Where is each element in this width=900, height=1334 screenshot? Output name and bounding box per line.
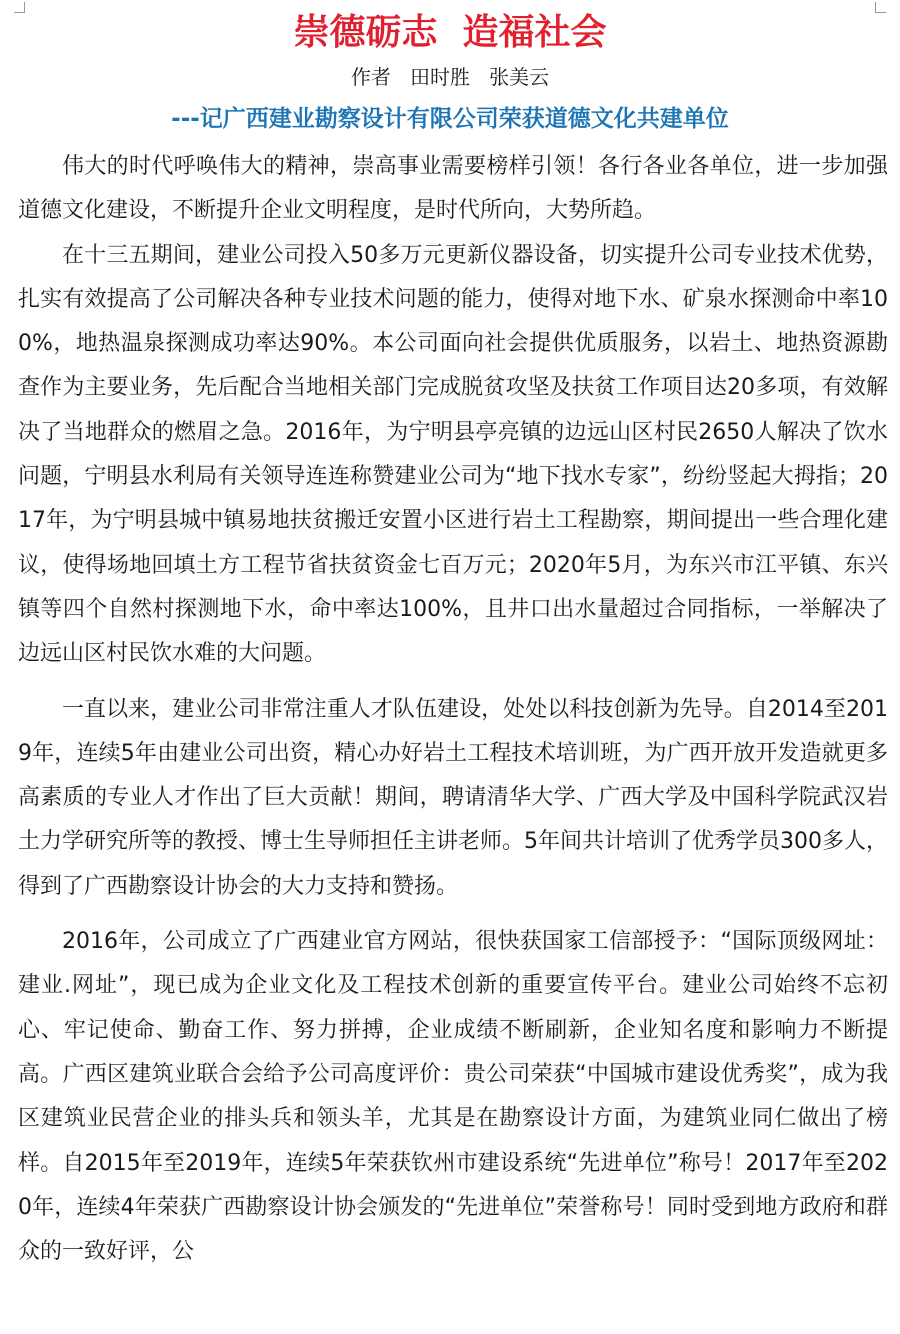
paragraph-1: 伟大的时代呼唤伟大的精神，崇高事业需要榜样引领！各行各业各单位，进一步加强道德文化建设，不断提升企业文明程度，是时代所向，大势所趋。	[18, 154, 888, 224]
article-subtitle: ---记广西建业勘察设计有限公司荣获道德文化共建单位	[171, 106, 729, 132]
paragraph-2: 在十三五期间，建业公司投入50多万元更新仪器设备，切实提升公司专业技术优势，扎实有效提高了公司解决各种专业技术问题的能力，使得对地下水、矿泉水探测命中率100%，地热温泉探测成功率达90%。本公司面向社会提供优质服务，以岩土、地热资源勘查作为主要业务，先后配合当地相关部门完成脱贫攻坚及扶贫工作项目达20多项，有效解决了当地群众的燃眉之急。2016年，为宁明县亭亮镇的边远山区村民2650人解决了饮水问题，宁明县水利局有关领导连连称赞建业公司为“地下找水专家”，纷纷竖起大拇指；2017年，为宁明县城中镇易地扶贫搬迁安置小区进行岩土工程勘察，期间提出一些合理化建议，使得场地回填土方工程节省扶贫资金七百万元；2020年5月，为东兴市江平镇、东兴镇等四个自然村探测地下水，命中率达100%，且井口出水量超过合同指标，一举解决了边远山区村民饮水难的大问题。	[18, 242, 888, 667]
article-title: 崇德砺志 造福社会	[293, 12, 607, 53]
article-byline: 作者 田时胜 张美云	[350, 65, 550, 89]
paragraph-4: 2016年，公司成立了广西建业官方网站，很快获国家工信部授予：“国际顶级网址：建业.网址”，现已成为企业文化及工程技术创新的重要宣传平台。建业公司始终不忘初心、牢记使命、勤奋工作、努力拼搏，企业成绩不断刷新，企业知名度和影响力不断提高。广西区建筑业联合会给予公司高度评价：贵公司荣获“中国城市建设优秀奖”，成为我区建筑业民营企业的排头兵和领头羊，尤其是在勘察设计方面，为建筑业同仁做出了榜样。自2015年至2019年，连续5年荣获钦州市建设系统“先进单位”称号！2017年至2020年，连续4年荣获广西勘察设计协会颁发的“先进单位”荣誉称号！同时受到地方政府和群众的一致好评，公	[18, 929, 888, 1265]
article-body	[18, 145, 888, 1274]
paragraph-3: 一直以来，建业公司非常注重人才队伍建设，处处以科技创新为先导。自2014至2019年，连续5年由建业公司出资，精心办好岩土工程技术培训班，为广西开放开发造就更多高素质的专业人才作出了巨大贡献！期间，聘请清华大学、广西大学及中国科学院武汉岩土力学研究所等的教授、博士生导师担任主讲老师。5年间共计培训了优秀学员300多人，得到了广西勘察设计协会的大力支持和赞扬。	[18, 696, 888, 899]
